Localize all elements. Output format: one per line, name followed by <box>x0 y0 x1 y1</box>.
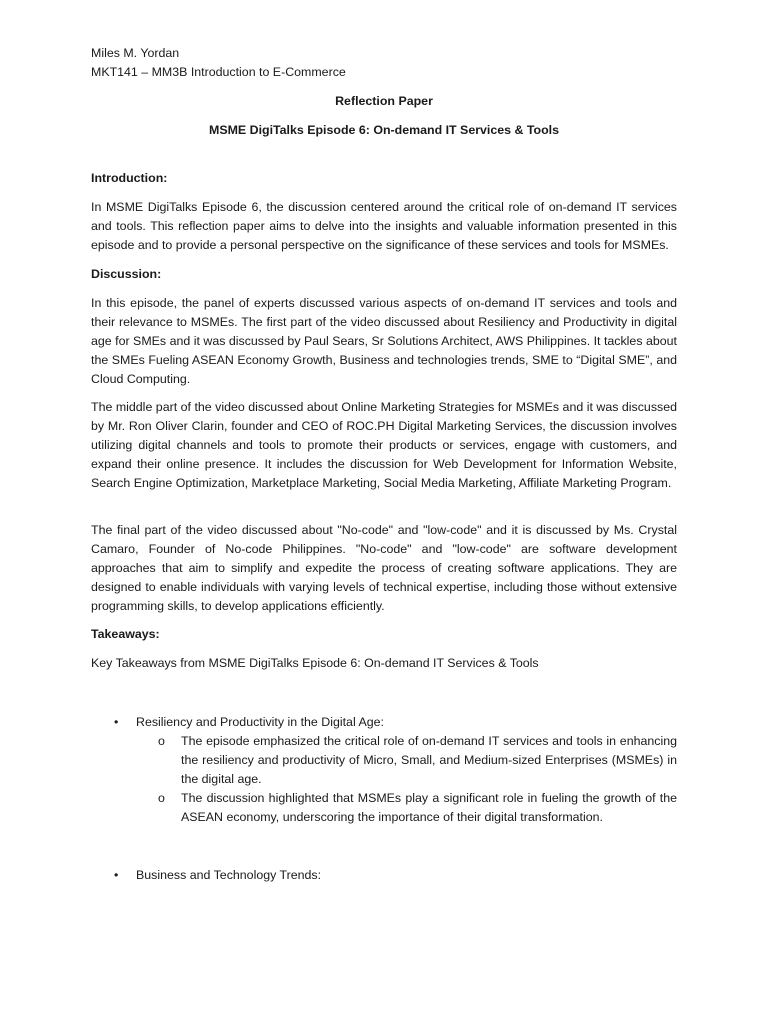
sub-list-item: The discussion highlighted that MSMEs play a significant role in fueling the growth of the ASEAN economy, underscoring the importance of their digital transformation. <box>181 791 677 824</box>
takeaways-heading: Takeaways: <box>91 627 160 641</box>
author-name: Miles M. Yordan <box>91 46 180 60</box>
sub-bullet-marker: o <box>158 734 165 748</box>
bullet-marker: • <box>114 868 119 882</box>
discussion-paragraph-3: The final part of the video discussed about "No-code" and "low-code" and it is discussed by Ms. Crystal Camaro, Founder of No-code Philippines. "No-code" and "low-code" are software development approaches that aim to simplify and expedite the process of creating software applications. They are designed to enable individuals with varying levels of technical expertise, including those without extensive programming skills, to develop applications efficiently. <box>91 523 677 613</box>
bullet-marker: • <box>114 715 119 729</box>
discussion-heading: Discussion: <box>91 267 162 281</box>
list-item-label: Business and Technology Trends: <box>136 868 322 882</box>
takeaways-intro: Key Takeaways from MSME DigiTalks Episode 6: On-demand IT Services & Tools <box>91 656 539 670</box>
document-title: Reflection Paper <box>335 94 433 108</box>
sub-list-item: The episode emphasized the critical role of on-demand IT services and tools in enhancing the resiliency and productivity of Micro, Small, and Medium-sized Enterprises (MSMEs) in the digital age. <box>181 734 677 786</box>
discussion-paragraph-2: The middle part of the video discussed about Online Marketing Strategies for MSMEs and it was discussed by Mr. Ron Oliver Clarin, founder and CEO of ROC.PH Digital Marketing Services, the discussion involves utilizing digital channels and tools to promote their products or services, engage with customers, and expand their online presence. It includes the discussion for Web Development for Information Website, Search Engine Optimization, Marketplace Marketing, Social Media Marketing, Affiliate Marketing Program. <box>91 400 677 490</box>
document-subtitle: MSME DigiTalks Episode 6: On-demand IT Services & Tools <box>209 123 559 137</box>
list-item-label: Resiliency and Productivity in the Digital Age: <box>136 715 384 729</box>
introduction-paragraph: In MSME DigiTalks Episode 6, the discussion centered around the critical role of on-demand IT services and tools. This reflection paper aims to delve into the insights and valuable information presented in this episode and to provide a personal perspective on the significance of these services and tools for MSMEs. <box>91 200 677 252</box>
discussion-paragraph-1: In this episode, the panel of experts discussed various aspects of on-demand IT services and tools and their relevance to MSMEs. The first part of the video discussed about Resiliency and Productivity in digital age for SMEs and it was discussed by Paul Sears, Sr Solutions Architect, AWS Philippines. It tackles about the SMEs Fueling ASEAN Economy Growth, Business and technologies trends, SME to “Digital SME”, and Cloud Computing. <box>91 296 677 386</box>
document-header <box>91 44 346 82</box>
introduction-heading: Introduction: <box>91 171 168 185</box>
sub-bullet-marker: o <box>158 791 165 805</box>
course-line: MKT141 – MM3B Introduction to E-Commerce <box>91 65 346 79</box>
